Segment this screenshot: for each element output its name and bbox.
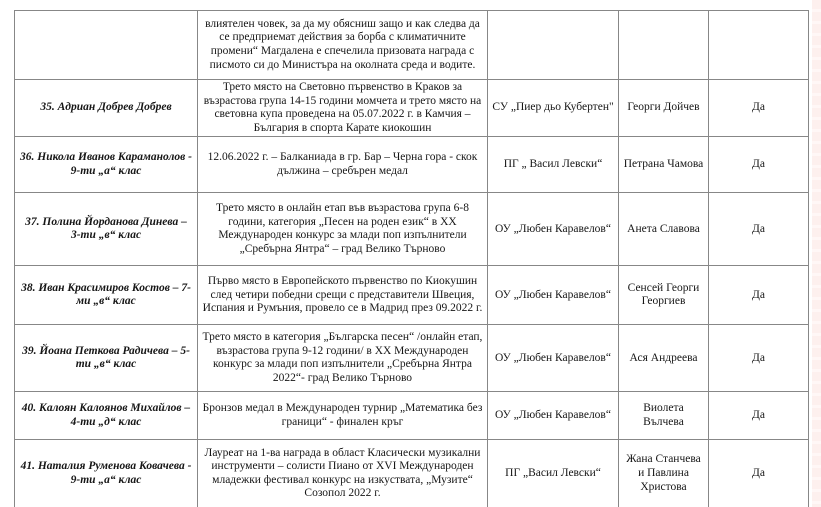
confirmed-cell: Да (709, 266, 809, 325)
teacher-cell: Петрана Чамова (619, 137, 709, 193)
achievement-cell: Първо място в Европейското първенство по Киокушин след четири победни срещи с представители Швеция, Испания и Румъния, провело се в Мадрид през 09.2022 г. (198, 266, 488, 325)
student-name-cell: 40. Калоян Калоянов Михайлов – 4-ти „д“ клас (15, 392, 198, 440)
student-awards-table (14, 10, 809, 507)
teacher-cell: Ася Андреева (619, 325, 709, 392)
table-row-35 (15, 80, 809, 137)
student-name-cell (15, 11, 198, 80)
teacher-cell: Виолета Вълчева (619, 392, 709, 440)
school-cell: ПГ „ Васил Левски“ (488, 137, 619, 193)
achievement-cell: 12.06.2022 г. – Балканиада в гр. Бар – Черна гора - скок дължина – сребърен медал (198, 137, 488, 193)
achievement-cell: влиятелен човек, за да му обясниш защо и как следва да се предприемат действия за борба с климатичните промени“ Магдалена е спечелила призовата награда с писмото си до Министъра на околната среда и водите. (198, 11, 488, 80)
teacher-cell: Анета Славова (619, 193, 709, 266)
student-name-cell: 41. Наталия Руменова Ковачева - 9-ти „а“ клас (15, 440, 198, 507)
school-cell: ОУ „Любен Каравелов“ (488, 193, 619, 266)
school-cell: ПГ „Васил Левски“ (488, 440, 619, 507)
achievement-cell: Бронзов медал в Международен турнир „Математика без граници“ - финален кръг (198, 392, 488, 440)
table-row-41 (15, 440, 809, 507)
confirmed-cell: Да (709, 193, 809, 266)
table-row-36 (15, 137, 809, 193)
table-row-40 (15, 392, 809, 440)
teacher-cell (619, 11, 709, 80)
confirmed-cell: Да (709, 137, 809, 193)
teacher-cell: Георги Дойчев (619, 80, 709, 137)
student-name-cell: 36. Никола Иванов Караманолов - 9-ти „а“ клас (15, 137, 198, 193)
table-row-39 (15, 325, 809, 392)
achievement-cell: Лауреат на 1-ва награда в област Класически музикални инструменти – солисти Пиано от XVI Международен младежки фестивал конкурс на изкуствата, „Музите“ Созопол 2022 г. (198, 440, 488, 507)
student-name-cell: 35. Адриан Добрев Добрев (15, 80, 198, 137)
school-cell: СУ „Пиер дьо Кубертен" (488, 80, 619, 137)
confirmed-cell (709, 11, 809, 80)
student-name-cell: 38. Иван Красимиров Костов – 7-ми „в“ клас (15, 266, 198, 325)
teacher-cell: Сенсей Георги Георгиев (619, 266, 709, 325)
achievement-cell: Трето място в категория „Българска песен“ /онлайн етап, възрастова група 9-12 години/ в ХХ Международен конкурс за млади поп изпълнители „Сребърна Янтра 2022“- град Велико Търново (198, 325, 488, 392)
confirmed-cell: Да (709, 392, 809, 440)
achievement-cell: Трето място на Световно първенство в Краков за възрастова група 14-15 години момчета и трето място на световна купа проведена на 05.07.2022 г. в Камчия – България в спорта Карате киокошин (198, 80, 488, 137)
table-row-38 (15, 266, 809, 325)
achievement-cell: Трето място в онлайн етап във възрастова група 6-8 години, категория „Песен на роден език“ в ХХ Международен конкурс за млади поп изпълнители „Сребърна Янтра“ – град Велико Търново (198, 193, 488, 266)
student-name-cell: 37. Полина Йорданова Динева – 3-ти „в“ клас (15, 193, 198, 266)
school-cell: ОУ „Любен Каравелов“ (488, 325, 619, 392)
confirmed-cell: Да (709, 325, 809, 392)
table-row-continuation (15, 11, 809, 80)
teacher-cell: Жана Станчева и Павлина Христова (619, 440, 709, 507)
confirmed-cell: Да (709, 440, 809, 507)
confirmed-cell: Да (709, 80, 809, 137)
school-cell: ОУ „Любен Каравелов“ (488, 266, 619, 325)
student-name-cell: 39. Йоана Петкова Радичева – 5-ти „в“ клас (15, 325, 198, 392)
school-cell (488, 11, 619, 80)
table-row-37 (15, 193, 809, 266)
school-cell: ОУ „Любен Каравелов“ (488, 392, 619, 440)
page-edge-strip (812, 0, 821, 507)
